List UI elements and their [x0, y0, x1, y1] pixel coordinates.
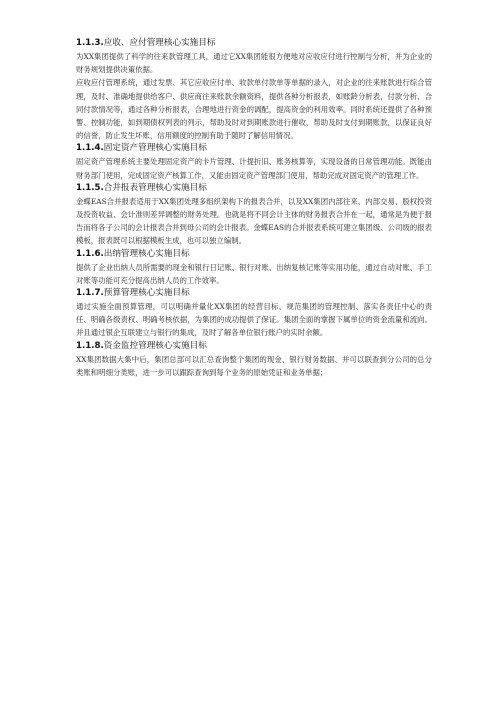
- section-heading: [76, 340, 432, 353]
- paragraph: 提供了企业出纳人员所需要的现金和银行日记账、银行对账、出纳复核记账等实用功能，通过自动对账、手工对账等功能可充分提高出纳人员的工作效率。: [76, 262, 432, 285]
- section-budget: [76, 287, 432, 340]
- section-title: 应收、应付管理核心实施目标: [103, 38, 216, 48]
- section-number: 1.1.5.: [76, 182, 104, 193]
- section-heading: [76, 182, 432, 195]
- section-consolidated-reports: [76, 182, 432, 248]
- paragraph: 固定资产管理系统主要处理固定资产的卡片管理、计提折旧、账务核算等，实现设备的日常管理功能。既能由财务部门使用，完成固定资产核算工作，又能由固定资产管理部门使用，帮助完成对固定资产的管理工作。: [76, 157, 432, 180]
- section-number: 1.1.8.: [76, 340, 104, 351]
- section-title: 预算管理核心实施目标: [103, 288, 190, 299]
- paragraph: 通过实施全面预算管理，可以明确并量化XX集团的经营目标、规范集团的管理控制、落实各责任中心的责任、明确各级责权、明确考核依据，为集团的成功提供了保证。集团全面的掌握下属单位的资金流量和流向。并且通过银企互联建立与银行的集成，及时了解各单位银行账户的实时余额。: [76, 302, 432, 338]
- section-title: 固定资产管理核心实施目标: [103, 143, 207, 154]
- section-title: 资金监控管理核心实施目标: [103, 340, 207, 351]
- section-heading: [76, 142, 432, 155]
- paragraph: 金蝶EAS合并报表适用于XX集团处理多组织架构下的报表合并，以及XX集团内部往来、内部交易、股权投资及投资收益、会计准则差异调整的财务处理。也就是将不同会计主体的财务报表合并在一起，通常是为便于报告而将各子公司的会计报表合并到母公司的会计报表。金蝶EAS的合并报表系统可建立集团级、公司级的报表模板，报表既可以根据模板生成，也可以独立编制。: [76, 196, 432, 246]
- document-body: [76, 37, 432, 379]
- section-receivables-payables: [76, 37, 432, 142]
- section-number: 1.1.6.: [76, 248, 104, 259]
- paragraph: XX集团数据大集中后，集团总部可以汇总查询整个集团的现金、银行财务数据、并可以联查到分公司的总分类账和明细分类账，进一步可以跟踪查询到每个业务的原始凭证和业务单据；: [76, 354, 432, 377]
- section-cashier: [76, 248, 432, 287]
- section-number: 1.1.4.: [76, 143, 104, 154]
- section-title: 出纳管理核心实施目标: [103, 248, 190, 259]
- section-number: 1.1.7.: [76, 288, 104, 299]
- paragraph: 应收应付管理系统，通过发票、其它应收应付单、收款单付款单等单据的录入，对企业的往来账款进行综合管理，及时、准确地提供给客户、供应商往来账款余额资料，提供各种分析报表，如账龄分析表，付款分析、合同付款情况等，通过各种分析报表，合理地进行资金的调配，提高资金的利用效率。同时系统还提供了各种预警、控制功能，如到期债权列表的列示，帮助及时对到期账款进行催收，帮助及时支付到期账款，以保证良好的信誉，防止发生坏账，信用额度的控制有助于随时了解信用情况。: [76, 78, 432, 141]
- section-title: 合并报表管理核心实施目标: [103, 182, 207, 193]
- paragraph: 为XX集团提供了科学的往来款管理工具，通过它XX集团能很方便地对应收应付进行控制与分析，并为企业的财务规划提供决策依据。: [76, 52, 432, 75]
- section-heading: [76, 37, 432, 50]
- section-fixed-assets: [76, 142, 432, 181]
- section-heading: [76, 287, 432, 300]
- section-number: 1.1.3.: [76, 38, 104, 48]
- section-heading: [76, 248, 432, 261]
- section-fund-monitoring: [76, 340, 432, 379]
